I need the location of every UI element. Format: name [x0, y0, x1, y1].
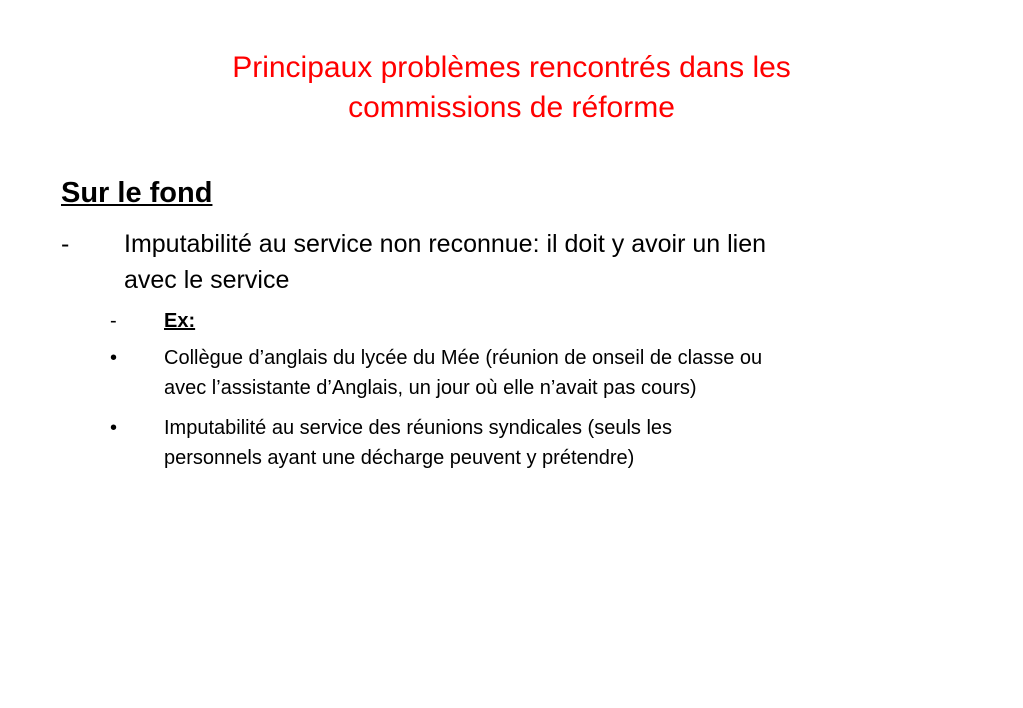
bullet-item-text	[164, 413, 964, 473]
example-label: Ex:	[164, 310, 196, 332]
bullet-item-line-1: Imputabilité au service des réunions syndicales (seuls les	[164, 417, 673, 439]
level1-item-line-2: avec le service	[124, 266, 290, 294]
bullet-item-text	[164, 343, 964, 403]
slide-title	[60, 48, 963, 128]
level1-item-text	[124, 226, 944, 298]
bullet-icon: •	[110, 417, 118, 439]
bullet-item-line-2: personnels ayant une décharge peuvent y prétendre)	[164, 447, 635, 469]
bullet-item-line-1: Collègue d’anglais du lycée du Mée (réunion de onseil de classe ou	[164, 347, 763, 369]
dash-marker: -	[110, 310, 117, 332]
slide-title-line-1: Principaux problèmes rencontrés dans les	[232, 51, 791, 84]
example-label-wrapper	[164, 306, 964, 336]
bullet-item-line-2: avec l’assistante d’Anglais, un jour où elle n’avait pas cours)	[164, 377, 697, 399]
bullet-icon: •	[110, 347, 118, 369]
section-heading: Sur le fond	[61, 177, 213, 209]
dash-marker: -	[61, 230, 70, 258]
slide-title-line-2: commissions de réforme	[348, 91, 675, 124]
level1-item-line-1: Imputabilité au service non reconnue: il doit y avoir un lien	[124, 230, 767, 258]
